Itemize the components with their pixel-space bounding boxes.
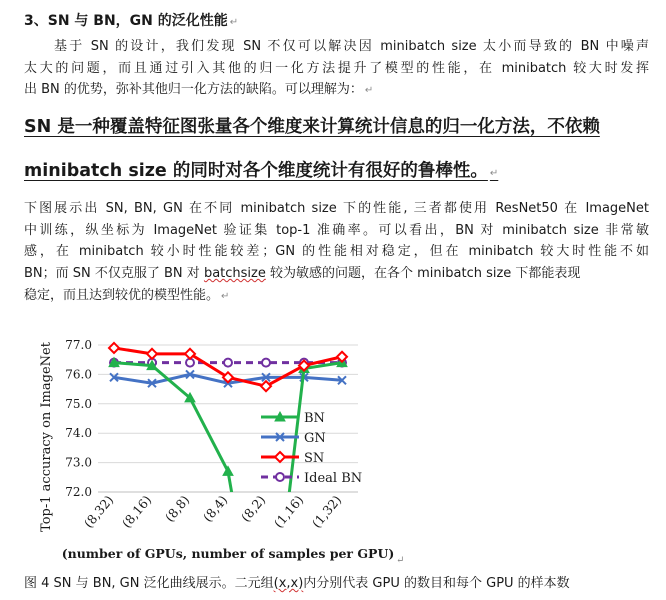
spellcheck-word: batchsize <box>203 266 266 282</box>
paragraph-mark-icon: ↵ <box>229 17 239 28</box>
caption-text: 图 4 SN 与 BN, GN 泛化曲线展示。二元组 <box>24 576 274 591</box>
data-point <box>224 359 232 367</box>
data-point <box>147 349 157 359</box>
results-line <box>24 263 649 285</box>
y-tick-label: 72.0 <box>65 485 92 499</box>
legend-marker <box>276 473 284 481</box>
accuracy-chart <box>28 325 405 571</box>
x-tick-label: (8,4) <box>199 492 231 525</box>
results-text: 稳定，而且达到较优的模型性能。 <box>24 287 220 303</box>
chart-y-ticks <box>65 338 92 499</box>
figure-caption <box>24 572 570 591</box>
intro-line-text: 出 BN 的优势，弥补其他归一化方法的缺陷。可以理解为： <box>24 82 363 98</box>
y-tick-label: 75.0 <box>65 396 92 411</box>
legend-marker <box>275 452 285 462</box>
y-tick-label: 76.0 <box>65 367 92 382</box>
x-tick-label: (8,32) <box>80 492 117 531</box>
intro-line: 太大的问题，而且通过引入其他的归一化方法提升了模型的性能，在 minibatch 较大时发挥 <box>24 60 649 76</box>
legend-label: GN <box>304 431 326 446</box>
caption-tuple: (x,x) <box>273 576 304 591</box>
y-tick-label: 73.0 <box>65 455 92 470</box>
emphasis-line: SN 是一种覆盖特征图张量各个维度来计算统计信息的归一化方法，不依赖 <box>24 117 600 137</box>
section-heading <box>24 10 238 30</box>
x-tick-label: (1,16) <box>270 492 307 531</box>
x-tick-label: (8,2) <box>237 492 269 525</box>
results-text: BN；而 SN 不仅克服了 BN 对 <box>24 266 204 282</box>
chart-x-ticks <box>81 492 345 530</box>
caption-text: 内分别代表 GPU 的数目和每个 GPU 的样本数 <box>303 576 570 591</box>
emphasis-statement <box>24 105 648 196</box>
y-tick-label: 77.0 <box>65 338 92 352</box>
results-line: 感，在 minibatch 较小时性能较差；GN 的性能相对稳定，但在 minibatch 较大时性能不如 <box>24 244 649 260</box>
paragraph-mark-icon: ↵ <box>489 168 499 179</box>
legend-label: BN <box>304 411 325 426</box>
data-point <box>109 343 119 353</box>
accuracy-chart-figure <box>28 325 405 571</box>
results-line: 中训练，纵坐标为 ImageNet 验证集 top-1 准确率。可以看出，BN 对 minibatch size 非常敏 <box>24 222 649 238</box>
chart-x-axis-label: (number of GPUs, number of samples per GPU) <box>61 546 395 561</box>
data-point <box>262 359 270 367</box>
paragraph-mark-icon: ↵ <box>396 555 405 566</box>
y-tick-label: 74.0 <box>65 426 92 441</box>
x-tick-label: (1,32) <box>308 492 345 531</box>
results-line <box>24 285 649 308</box>
intro-line <box>24 79 649 102</box>
legend-label: Ideal BN <box>304 471 363 486</box>
intro-paragraph <box>24 36 649 102</box>
paragraph-mark-icon: ↵ <box>364 85 374 97</box>
legend-label: SN <box>304 451 325 466</box>
paragraph-mark-icon: ↵ <box>221 290 230 302</box>
intro-line: 基于 SN 的设计，我们发现 SN 不仅可以解决因 minibatch size 太小而导致的 BN 中噪声 <box>54 39 649 54</box>
emphasis-line <box>24 149 648 196</box>
results-line: 下图展示出 SN, BN, GN 在不同 minibatch size 下的性能, 三者都使用 ResNet50 在 ImageNet <box>24 201 649 216</box>
chart-y-axis-label: Top-1 accuracy on ImageNet <box>39 342 54 532</box>
chart-legend <box>261 411 362 486</box>
x-tick-label: (8,8) <box>161 492 193 525</box>
results-text: 较为敏感的问题，在各个 minibatch size 下都能表现 <box>265 266 581 282</box>
watermark <box>663 578 666 591</box>
section-heading-text: 3、SN 与 BN，GN 的泛化性能 <box>24 13 228 29</box>
x-tick-label: (8,16) <box>118 492 155 531</box>
results-paragraph <box>24 198 649 308</box>
emphasis-line-text: minibatch size 的同时对各个维度统计有很好的鲁棒性。 <box>24 161 488 181</box>
